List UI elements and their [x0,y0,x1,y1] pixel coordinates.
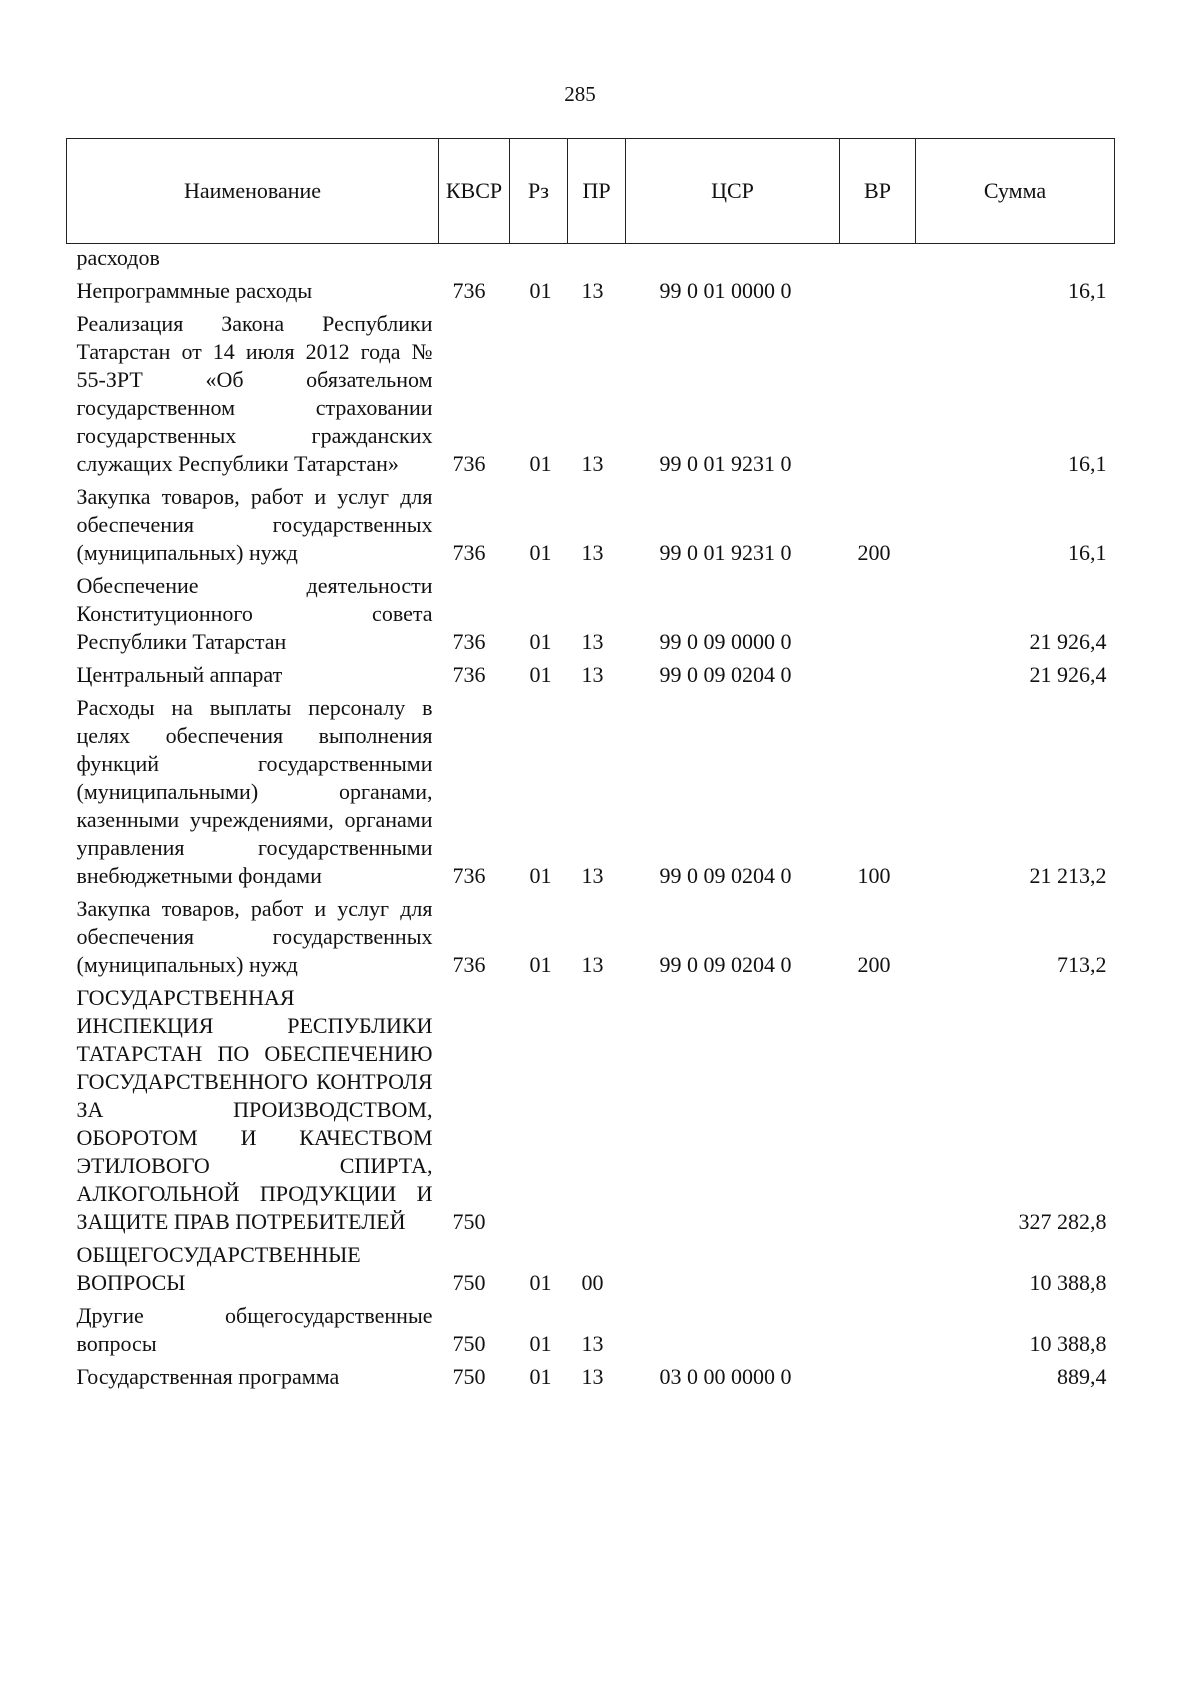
row-rz: 01 [529,952,552,977]
row-pr: 13 [581,1364,604,1389]
row-name: Государственная программа [76,1364,340,1389]
row-vr: 100 [857,863,891,888]
row-kvsr: 736 [452,278,486,303]
row-vr [840,981,916,1238]
header-kvsr: КВСР [439,139,510,244]
row-name: Расходы на выплаты персоналу в целях обеспечения выполнения функций государственными (муниципальными) органами, казенными учреждениями, органами управления государственными внебюджетными фондами [76,695,433,888]
row-kvsr: 736 [452,629,486,654]
table-row [67,658,1115,691]
row-kvsr: 750 [452,1331,486,1356]
row-pr [568,244,626,275]
row-pr: 13 [581,952,604,977]
header-rz: Рз [510,139,568,244]
row-name: Закупка товаров, работ и услуг для обеспечения государственных (муниципальных) нужд [76,484,433,565]
table-row [67,1360,1115,1393]
row-csr: 99 0 09 0204 0 [659,952,792,977]
row-pr: 13 [581,451,604,476]
row-csr: 99 0 01 9231 0 [659,451,792,476]
row-pr: 00 [581,1270,604,1295]
row-name: расходов [76,245,160,270]
row-rz: 01 [529,662,552,687]
header-csr: ЦСР [626,139,840,244]
row-name: Закупка товаров, работ и услуг для обеспечения государственных (муниципальных) нужд [76,896,433,977]
row-pr: 13 [581,278,604,303]
row-rz: 01 [529,863,552,888]
row-kvsr: 736 [452,952,486,977]
row-csr: 99 0 09 0000 0 [659,629,792,654]
row-pr: 13 [581,540,604,565]
row-kvsr: 736 [452,451,486,476]
header-pr: ПР [568,139,626,244]
row-vr [840,658,916,691]
row-sum: 21 213,2 [1029,863,1107,888]
row-sum: 21 926,4 [1029,662,1107,687]
row-pr [568,981,626,1238]
table-row [67,274,1115,307]
row-sum [916,244,1115,275]
row-sum: 21 926,4 [1029,629,1107,654]
row-rz: 01 [529,451,552,476]
page-number: 285 [564,82,596,106]
row-kvsr: 750 [452,1364,486,1389]
row-vr [840,1360,916,1393]
table-row [67,480,1115,569]
row-pr: 13 [581,863,604,888]
row-rz: 01 [529,1364,552,1389]
table-row [67,892,1115,981]
table-row [67,1299,1115,1360]
row-csr: 99 0 01 0000 0 [659,278,792,303]
row-kvsr: 736 [452,540,486,565]
table-row [67,1238,1115,1299]
row-name: ОБЩЕГОСУДАРСТВЕННЫЕ ВОПРОСЫ [76,1242,361,1295]
row-sum: 16,1 [1068,278,1107,303]
row-csr: 99 0 01 9231 0 [659,540,792,565]
row-vr: 200 [857,540,891,565]
row-rz: 01 [529,1270,552,1295]
row-sum: 327 282,8 [1018,1209,1107,1234]
row-csr: 99 0 09 0204 0 [659,863,792,888]
row-name: Обеспечение деятельности Конституционного совета Республики Татарстан [76,573,433,654]
table-row [67,981,1115,1238]
header-name: Наименование [67,139,439,244]
row-csr [626,981,840,1238]
row-rz: 01 [529,278,552,303]
table-row [67,307,1115,480]
table-row [67,569,1115,658]
row-rz [510,981,568,1238]
row-rz: 01 [529,1331,552,1356]
table-row [67,244,1115,275]
row-name: Реализация Закона Республики Татарстан от 14 июля 2012 года № 55-ЗРТ «Об обязательном государственном страховании государственных гражданских служащих Республики Татарстан» [76,311,433,476]
row-kvsr: 736 [452,863,486,888]
table-header [67,139,1115,244]
row-sum: 16,1 [1068,540,1107,565]
row-kvsr [439,244,510,275]
header-vr: ВР [840,139,916,244]
row-name: Непрограммные расходы [76,278,313,303]
row-csr [626,244,840,275]
table-row [67,691,1115,892]
row-vr [840,307,916,480]
row-csr: 99 0 09 0204 0 [659,662,792,687]
row-sum: 10 388,8 [1029,1270,1107,1295]
row-vr: 200 [857,952,891,977]
row-vr [840,274,916,307]
row-sum: 10 388,8 [1029,1331,1107,1356]
row-kvsr: 750 [452,1209,486,1234]
row-name: Центральный аппарат [76,662,283,687]
row-sum: 889,4 [1057,1364,1107,1389]
budget-table [66,138,1115,1393]
row-kvsr: 736 [452,662,486,687]
row-rz: 01 [529,629,552,654]
row-pr: 13 [581,1331,604,1356]
row-vr [840,1299,916,1360]
row-pr: 13 [581,629,604,654]
row-name: ГОСУДАРСТВЕННАЯ ИНСПЕКЦИЯ РЕСПУБЛИКИ ТАТАРСТАН ПО ОБЕСПЕЧЕНИЮ ГОСУДАРСТВЕННОГО КОНТРОЛЯ ЗА ПРОИЗВОДСТВОМ, ОБОРОТОМ И КАЧЕСТВОМ ЭТИЛОВОГО СПИРТА, АЛКОГОЛЬНОЙ ПРОДУКЦИИ И ЗАЩИТЕ ПРАВ ПОТРЕБИТЕЛЕЙ [76,985,433,1234]
row-kvsr: 750 [452,1270,486,1295]
row-sum: 713,2 [1057,952,1107,977]
row-csr [626,1299,840,1360]
header-sum: Сумма [916,139,1115,244]
row-rz: 01 [529,540,552,565]
row-sum: 16,1 [1068,451,1107,476]
row-name: Другие общегосударственные вопросы [76,1303,433,1356]
row-csr [626,1238,840,1299]
row-rz [510,244,568,275]
row-vr [840,569,916,658]
row-vr [840,244,916,275]
row-vr [840,1238,916,1299]
row-csr: 03 0 00 0000 0 [659,1364,792,1389]
row-pr: 13 [581,662,604,687]
table-body [67,244,1115,1394]
